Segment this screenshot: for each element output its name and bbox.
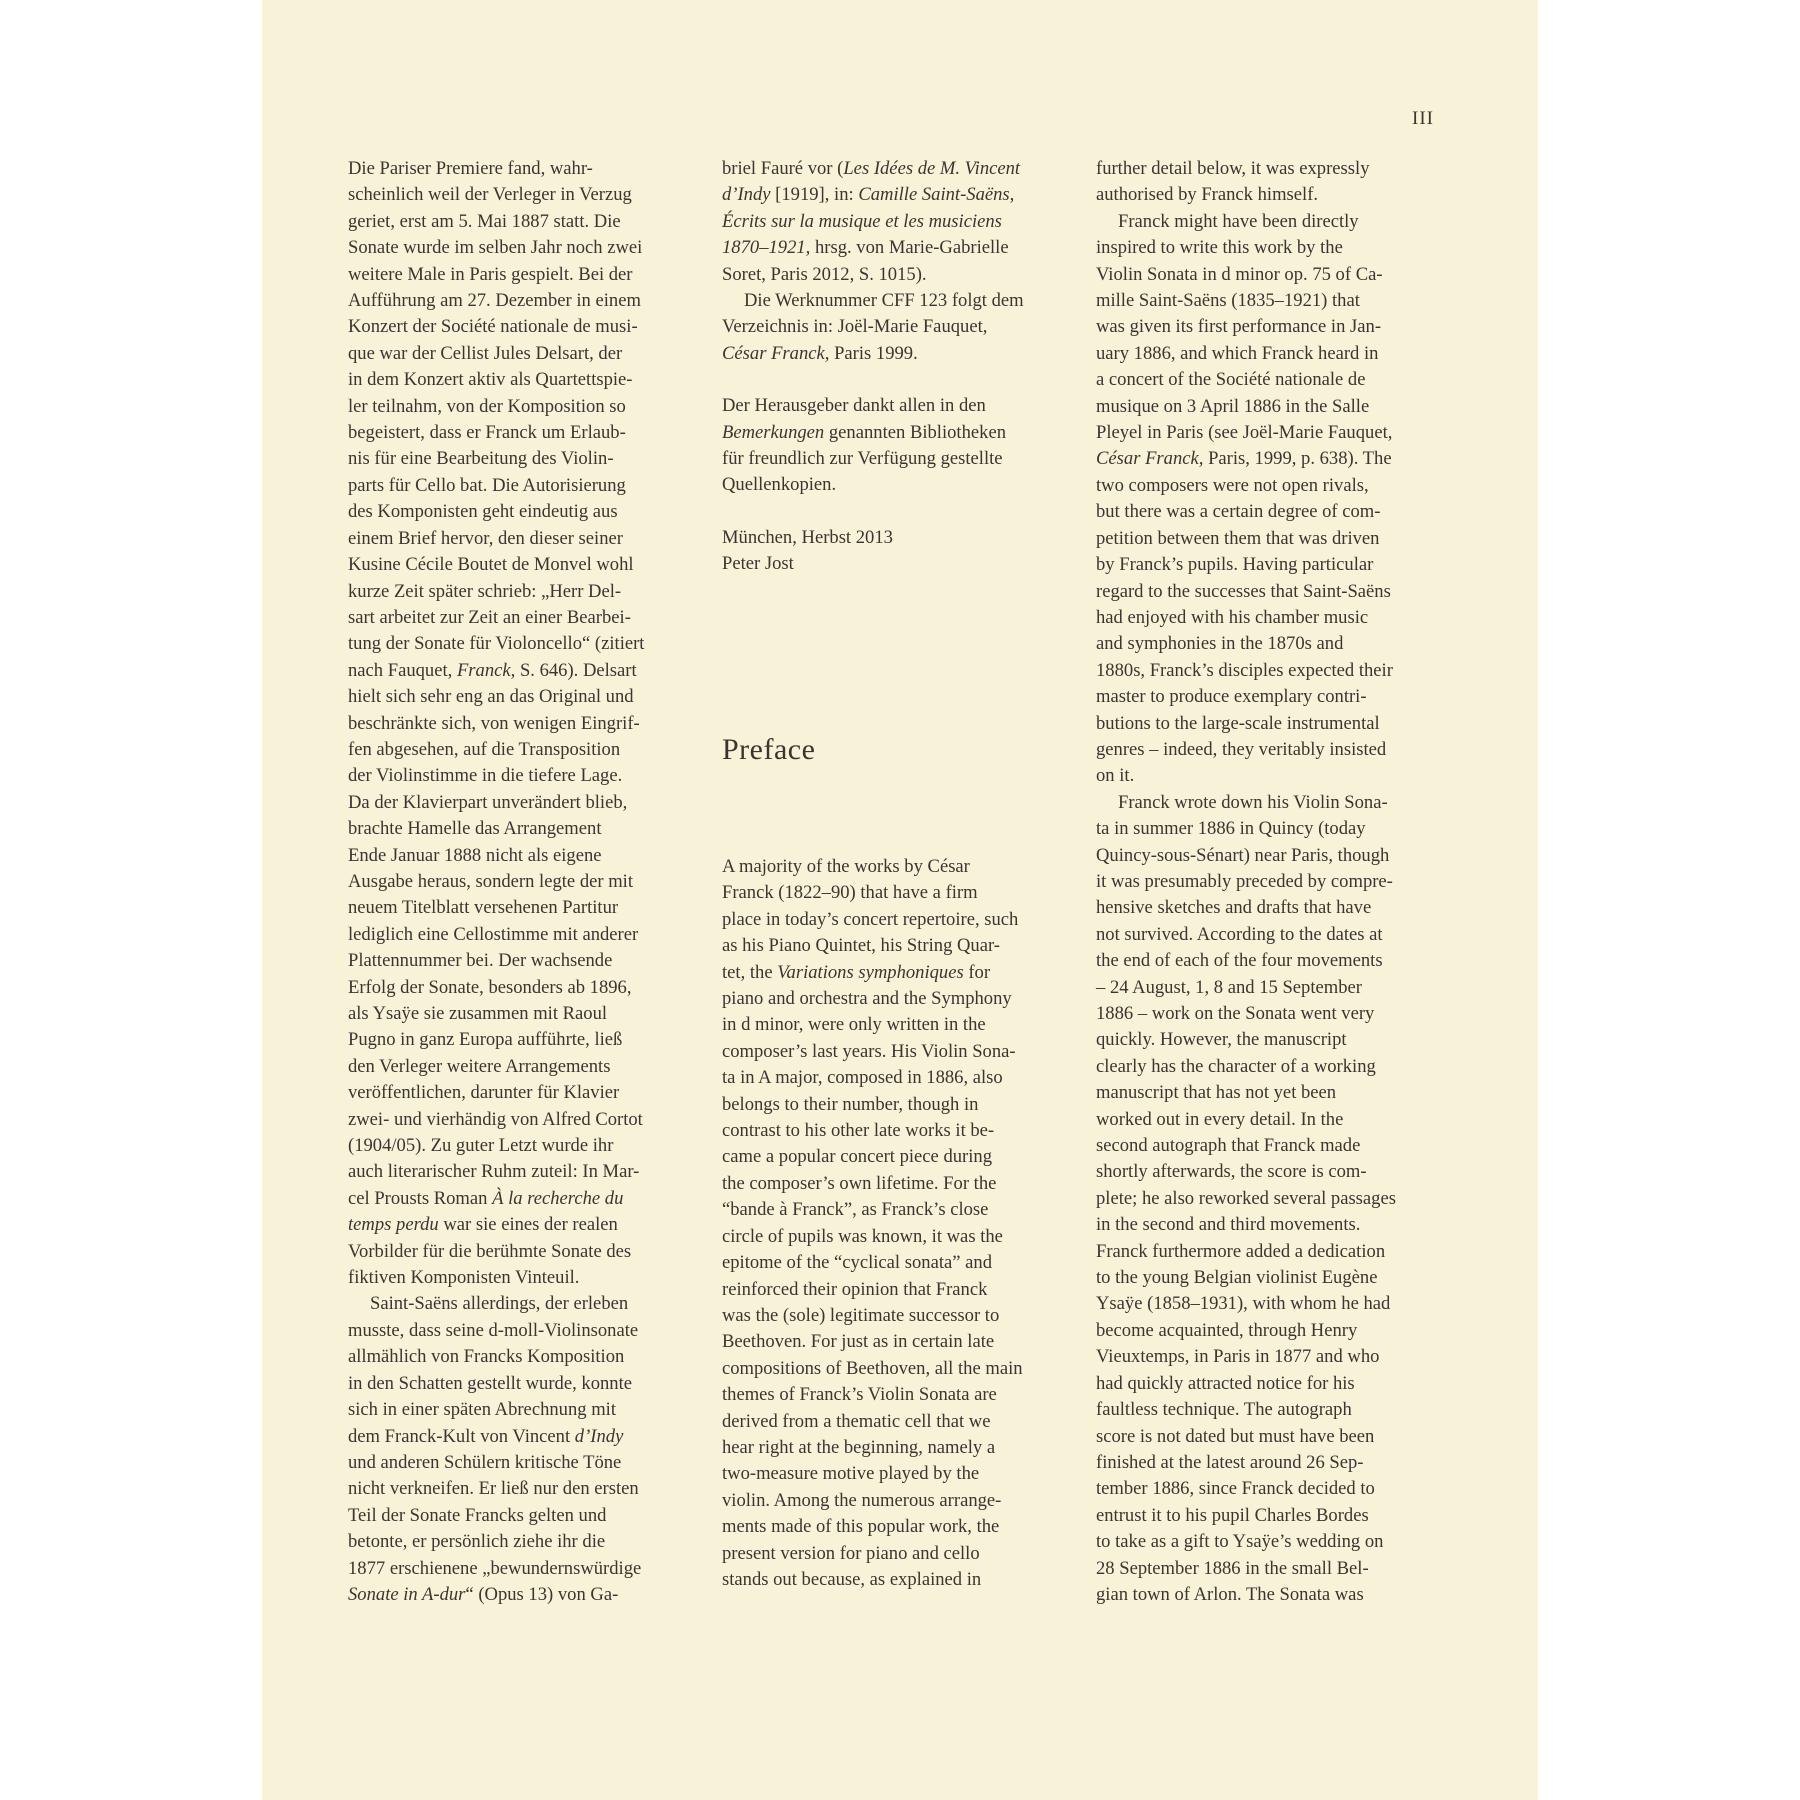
text-line: ler teilnahm, von der Komposition so [348,395,626,417]
text-line: authorised by Franck himself. [1096,184,1319,206]
text-line: came a popular concert piece during [722,1146,992,1168]
text-line: ta in A major, composed in 1886, also [722,1067,1003,1089]
text-line: hear right at the beginning, namely a [722,1436,996,1458]
text-line: plete; he also reworked several passages [1096,1187,1396,1209]
text-line: 28 September 1886 in the small Bel- [1096,1557,1369,1579]
text-line: Soret, Paris 2012, S. 1015). [722,263,927,285]
text-line: Vorbilder für die berühmte Sonate des [348,1240,632,1262]
text-line: uary 1886, and which Franck heard in [1096,342,1379,364]
text-line: circle of pupils was known, it was the [722,1225,1003,1247]
text-line: 1886 – work on the Sonata went very [1096,1003,1375,1024]
text-line: fiktiven Komponisten Vinteuil. [348,1267,580,1289]
text-line: Da der Klavierpart unverändert blieb, [348,791,628,813]
text-line: contrast to his other late works it be- [722,1120,995,1142]
text-line: score is not dated but must have been [1096,1425,1375,1447]
text-line: temps perdu war sie eines der realen [348,1214,618,1236]
text-line: hielt sich sehr eng an das Original und [348,686,634,708]
text-line: as his Piano Quintet, his String Quar- [722,935,1000,957]
text-line: a concert of the Société nationale de [1096,369,1366,391]
text-line: genres – indeed, they veritably insisted [1096,738,1387,760]
text-line: Saint-Saëns allerdings, der erleben [370,1293,629,1315]
text-line: in den Schatten gestellt wurde, konnte [348,1372,632,1394]
text-line: Sonate wurde im selben Jahr noch zwei [348,237,643,259]
text-line: epitome of the “cyclical sonata” and [722,1252,992,1274]
text-line: – 24 August, 1, 8 and 15 September [1096,976,1362,998]
text-line: mille Saint-Saëns (1835–1921) that [1096,290,1360,312]
paragraph [348,156,693,1291]
text-line: nis für eine Bearbeitung des Violin- [348,448,614,470]
paragraph [722,393,1067,499]
text-line: hensive sketches and drafts that have [1096,897,1372,919]
text-line: kurze Zeit später schrieb: „Herr Del- [348,580,622,602]
text-line: Ysaÿe (1858–1931), with whom he had [1096,1293,1391,1315]
text-line: in d minor, were only written in the [722,1014,986,1036]
text-line: den Verleger weitere Arrangements [348,1055,611,1077]
text-line: Erfolg der Sonate, besonders ab 1896, [348,976,632,998]
column-german-left [348,156,693,1608]
text-line: A majority of the works by César [722,856,970,877]
paragraph [1096,790,1441,1609]
text-line: sich in einer späten Abrechnung mit [348,1399,616,1421]
paragraph-gap [722,367,1067,393]
text-line: petition between them that was driven [1096,527,1380,549]
text-line: einem Brief hervor, den dieser seiner [348,527,623,549]
text-line: 1870–1921, hrsg. von Marie-Gabrielle [722,237,1009,259]
text-line: brachte Hamelle das Arrangement [348,818,602,840]
text-line: butions to the large-scale instrumental [1096,712,1380,734]
text-line: manuscript that has not yet been [1096,1082,1337,1104]
text-line: briel Fauré vor (Les Idées de M. Vincent [722,158,1021,179]
text-line: beschränkte sich, von wenigen Eingrif- [348,712,640,734]
column-preface-continued [1096,156,1441,1608]
text-line: veröffentlichen, darunter für Klavier [348,1082,620,1104]
text-line: clearly has the character of a working [1096,1055,1376,1077]
text-line: tung der Sonate für Violoncello“ (zitiert [348,633,645,655]
text-line: Ende Januar 1888 nicht als eigene [348,844,602,866]
text-line: Der Herausgeber dankt allen in den [722,395,986,417]
text-line: but there was a certain degree of com- [1096,501,1381,523]
text-line: compositions of Beethoven, all the main [722,1357,1023,1379]
text-line: ments made of this popular work, the [722,1516,1000,1538]
paragraph [1096,209,1441,790]
text-line: become acquainted, through Henry [1096,1319,1358,1341]
text-line: piano and orchestra and the Symphony [722,988,1012,1010]
text-line: Pugno in ganz Europa aufführte, ließ [348,1029,623,1051]
preface-heading: Preface [722,733,816,766]
text-line: Die Pariser Premiere fand, wahr- [348,158,593,179]
text-line: als Ysaÿe sie zusammen mit Raoul [348,1003,608,1024]
text-line: tember 1886, since Franck decided to [1096,1478,1375,1500]
text-line: d’Indy [1919], in: Camille Saint-Saëns, [722,184,1015,206]
text-line: musste, dass seine d-moll-Violinsonate [348,1319,639,1341]
text-line: 1880s, Franck’s disciples expected their [1096,659,1393,681]
text-line: cel Prousts Roman À la recherche du [348,1187,624,1209]
text-line: entrust it to his pupil Charles Bordes [1096,1504,1369,1526]
text-line: regard to the successes that Saint-Saëns [1096,580,1391,602]
text-line: parts für Cello bat. Die Autorisierung [348,474,626,496]
text-line: quickly. However, the manuscript [1096,1029,1347,1051]
text-line: two composers were not open rivals, [1096,474,1369,496]
text-line: belongs to their number, though in [722,1093,979,1115]
text-line: present version for piano and cello [722,1542,980,1564]
text-line: shortly afterwards, the score is com- [1096,1161,1367,1183]
text-line: second autograph that Franck made [1096,1135,1361,1157]
text-line: César Franck, Paris 1999. [722,342,918,364]
paragraph [722,525,1067,578]
paragraph [348,1291,693,1608]
text-line: in the second and third movements. [1096,1214,1361,1236]
text-line: further detail below, it was expressly [1096,158,1370,179]
text-line: was given its first performance in Jan- [1096,316,1382,338]
text-line: had quickly attracted notice for his [1096,1372,1355,1394]
text-line: worked out in every detail. In the [1096,1108,1344,1130]
text-line: für freundlich zur Verfügung gestellte [722,448,1003,470]
text-line: finished at the latest around 26 Sep- [1096,1451,1364,1473]
text-line: Vieuxtemps, in Paris in 1877 and who [1096,1346,1380,1368]
text-line: inspired to write this work by the [1096,237,1343,259]
text-line: and symphonies in the 1870s and [1096,633,1344,655]
text-line: Écrits sur la musique et les musiciens [722,210,1002,232]
text-line: neuem Titelblatt versehenen Partitur [348,897,619,919]
text-line: had enjoyed with his chamber music [1096,606,1369,628]
column-preface-start [722,854,1067,1593]
text-line: Verzeichnis in: Joël-Marie Fauquet, [722,316,988,338]
text-line: Beethoven. For just as in certain late [722,1331,995,1353]
page-number: III [1412,108,1434,129]
text-line: und anderen Schülern kritische Töne [348,1451,622,1473]
text-line: Die Werknummer CFF 123 folgt dem [744,290,1024,312]
text-line: begeistert, dass er Franck um Erlaub- [348,422,626,444]
text-line: was the (sole) legitimate successor to [722,1304,1000,1326]
text-line: themes of Franck’s Violin Sonata are [722,1384,997,1406]
text-line: nicht verkneifen. Er ließ nur den ersten [348,1478,639,1500]
text-line: sart arbeitet zur Zeit an einer Bearbei- [348,606,631,628]
text-line: gian town of Arlon. The Sonata was [1096,1583,1364,1605]
text-line: César Franck, Paris, 1999, p. 638). The [1096,448,1392,470]
text-line: Franck wrote down his Violin Sona- [1118,791,1388,813]
text-line: violin. Among the numerous arrange- [722,1489,1002,1511]
text-line: Peter Jost [722,553,794,575]
text-line: Konzert der Société nationale de musi- [348,316,638,338]
text-line: not survived. According to the dates at [1096,923,1383,945]
text-line: derived from a thematic cell that we [722,1410,991,1432]
text-line: by Franck’s pupils. Having particular [1096,554,1374,576]
text-line: reinforced their opinion that Franck [722,1278,988,1300]
text-line: Franck (1822–90) that have a firm [722,882,978,904]
text-line: lediglich eine Cellostimme mit anderer [348,923,639,945]
text-line: auch literarischer Ruhm zuteil: In Mar- [348,1161,640,1183]
text-line: geriet, erst am 5. Mai 1887 statt. Die [348,210,621,232]
text-line: two-measure motive played by the [722,1463,980,1485]
text-line: nach Fauquet, Franck, S. 646). Delsart [348,659,637,681]
text-line: to take as a gift to Ysaÿe’s wedding on [1096,1531,1384,1553]
text-line: Quincy-sous-Sénart) near Paris, though [1096,844,1390,866]
text-line: dem Franck-Kult von Vincent d’Indy [348,1425,624,1447]
text-line: musique on 3 April 1886 in the Salle [1096,395,1370,417]
text-line: fen abgesehen, auf die Transposition [348,738,621,760]
text-line: Violin Sonata in d minor op. 75 of Ca- [1096,263,1383,285]
text-line: the composer’s own lifetime. For the [722,1172,997,1194]
text-line: der Violinstimme in die tiefere Lage. [348,765,623,787]
text-line: Sonate in A-dur“ (Opus 13) von Ga- [348,1583,619,1605]
text-line: ta in summer 1886 in Quincy (today [1096,818,1366,840]
paragraph [722,854,1067,1593]
text-line: in dem Konzert aktiv als Quartettspie- [348,369,633,391]
text-line: scheinlich weil der Verleger in Verzug [348,184,632,206]
text-line: allmählich von Francks Komposition [348,1346,625,1368]
text-line: Kusine Cécile Boutet de Monvel wohl [348,554,634,576]
paragraph [722,156,1067,288]
text-line: Plattennummer bei. Der wachsende [348,950,613,972]
paragraph [1096,156,1441,209]
column-german-end [722,156,1067,578]
text-line: Ausgabe heraus, sondern legte der mit [348,870,634,892]
text-line: Quellenkopien. [722,474,837,496]
text-line: master to produce exemplary contri- [1096,686,1367,708]
text-line: “bande à Franck”, as Franck’s close [722,1199,989,1221]
text-line: place in today’s concert repertoire, such [722,908,1019,930]
text-line: 1877 erschienene „bewundernswürdige [348,1557,642,1579]
text-line: betonte, er persönlich ziehe ihr die [348,1531,606,1553]
text-line: the end of each of the four movements [1096,950,1383,972]
text-line: weitere Male in Paris gespielt. Bei der [348,263,633,285]
text-line: faultless technique. The autograph [1096,1399,1352,1421]
text-line: (1904/05). Zu guter Letzt wurde ihr [348,1135,614,1157]
text-line: Pleyel in Paris (see Joël-Marie Fauquet, [1096,422,1393,444]
text-line: Franck might have been directly [1118,210,1359,232]
paragraph [722,288,1067,367]
text-line: Bemerkungen genannten Bibliotheken [722,421,1006,443]
text-line: zwei- und vierhändig von Alfred Cortot [348,1108,643,1130]
text-line: des Komponisten geht eindeutig aus [348,501,618,523]
text-line: to the young Belgian violinist Eugène [1096,1267,1378,1289]
text-line: München, Herbst 2013 [722,526,893,548]
text-line: it was presumably preceded by compre- [1096,870,1393,892]
text-line: tet, the Variations symphoniques for [722,961,991,983]
text-line: Teil der Sonate Francks gelten und [348,1504,607,1526]
text-line: stands out because, as explained in [722,1568,982,1590]
text-line: Aufführung am 27. Dezember in einem [348,290,641,312]
text-line: composer’s last years. His Violin Sona- [722,1040,1016,1062]
text-line: Franck furthermore added a dedication [1096,1240,1386,1262]
text-line: que war der Cellist Jules Delsart, der [348,342,623,364]
paragraph-gap [722,499,1067,525]
text-line: on it. [1096,765,1135,787]
